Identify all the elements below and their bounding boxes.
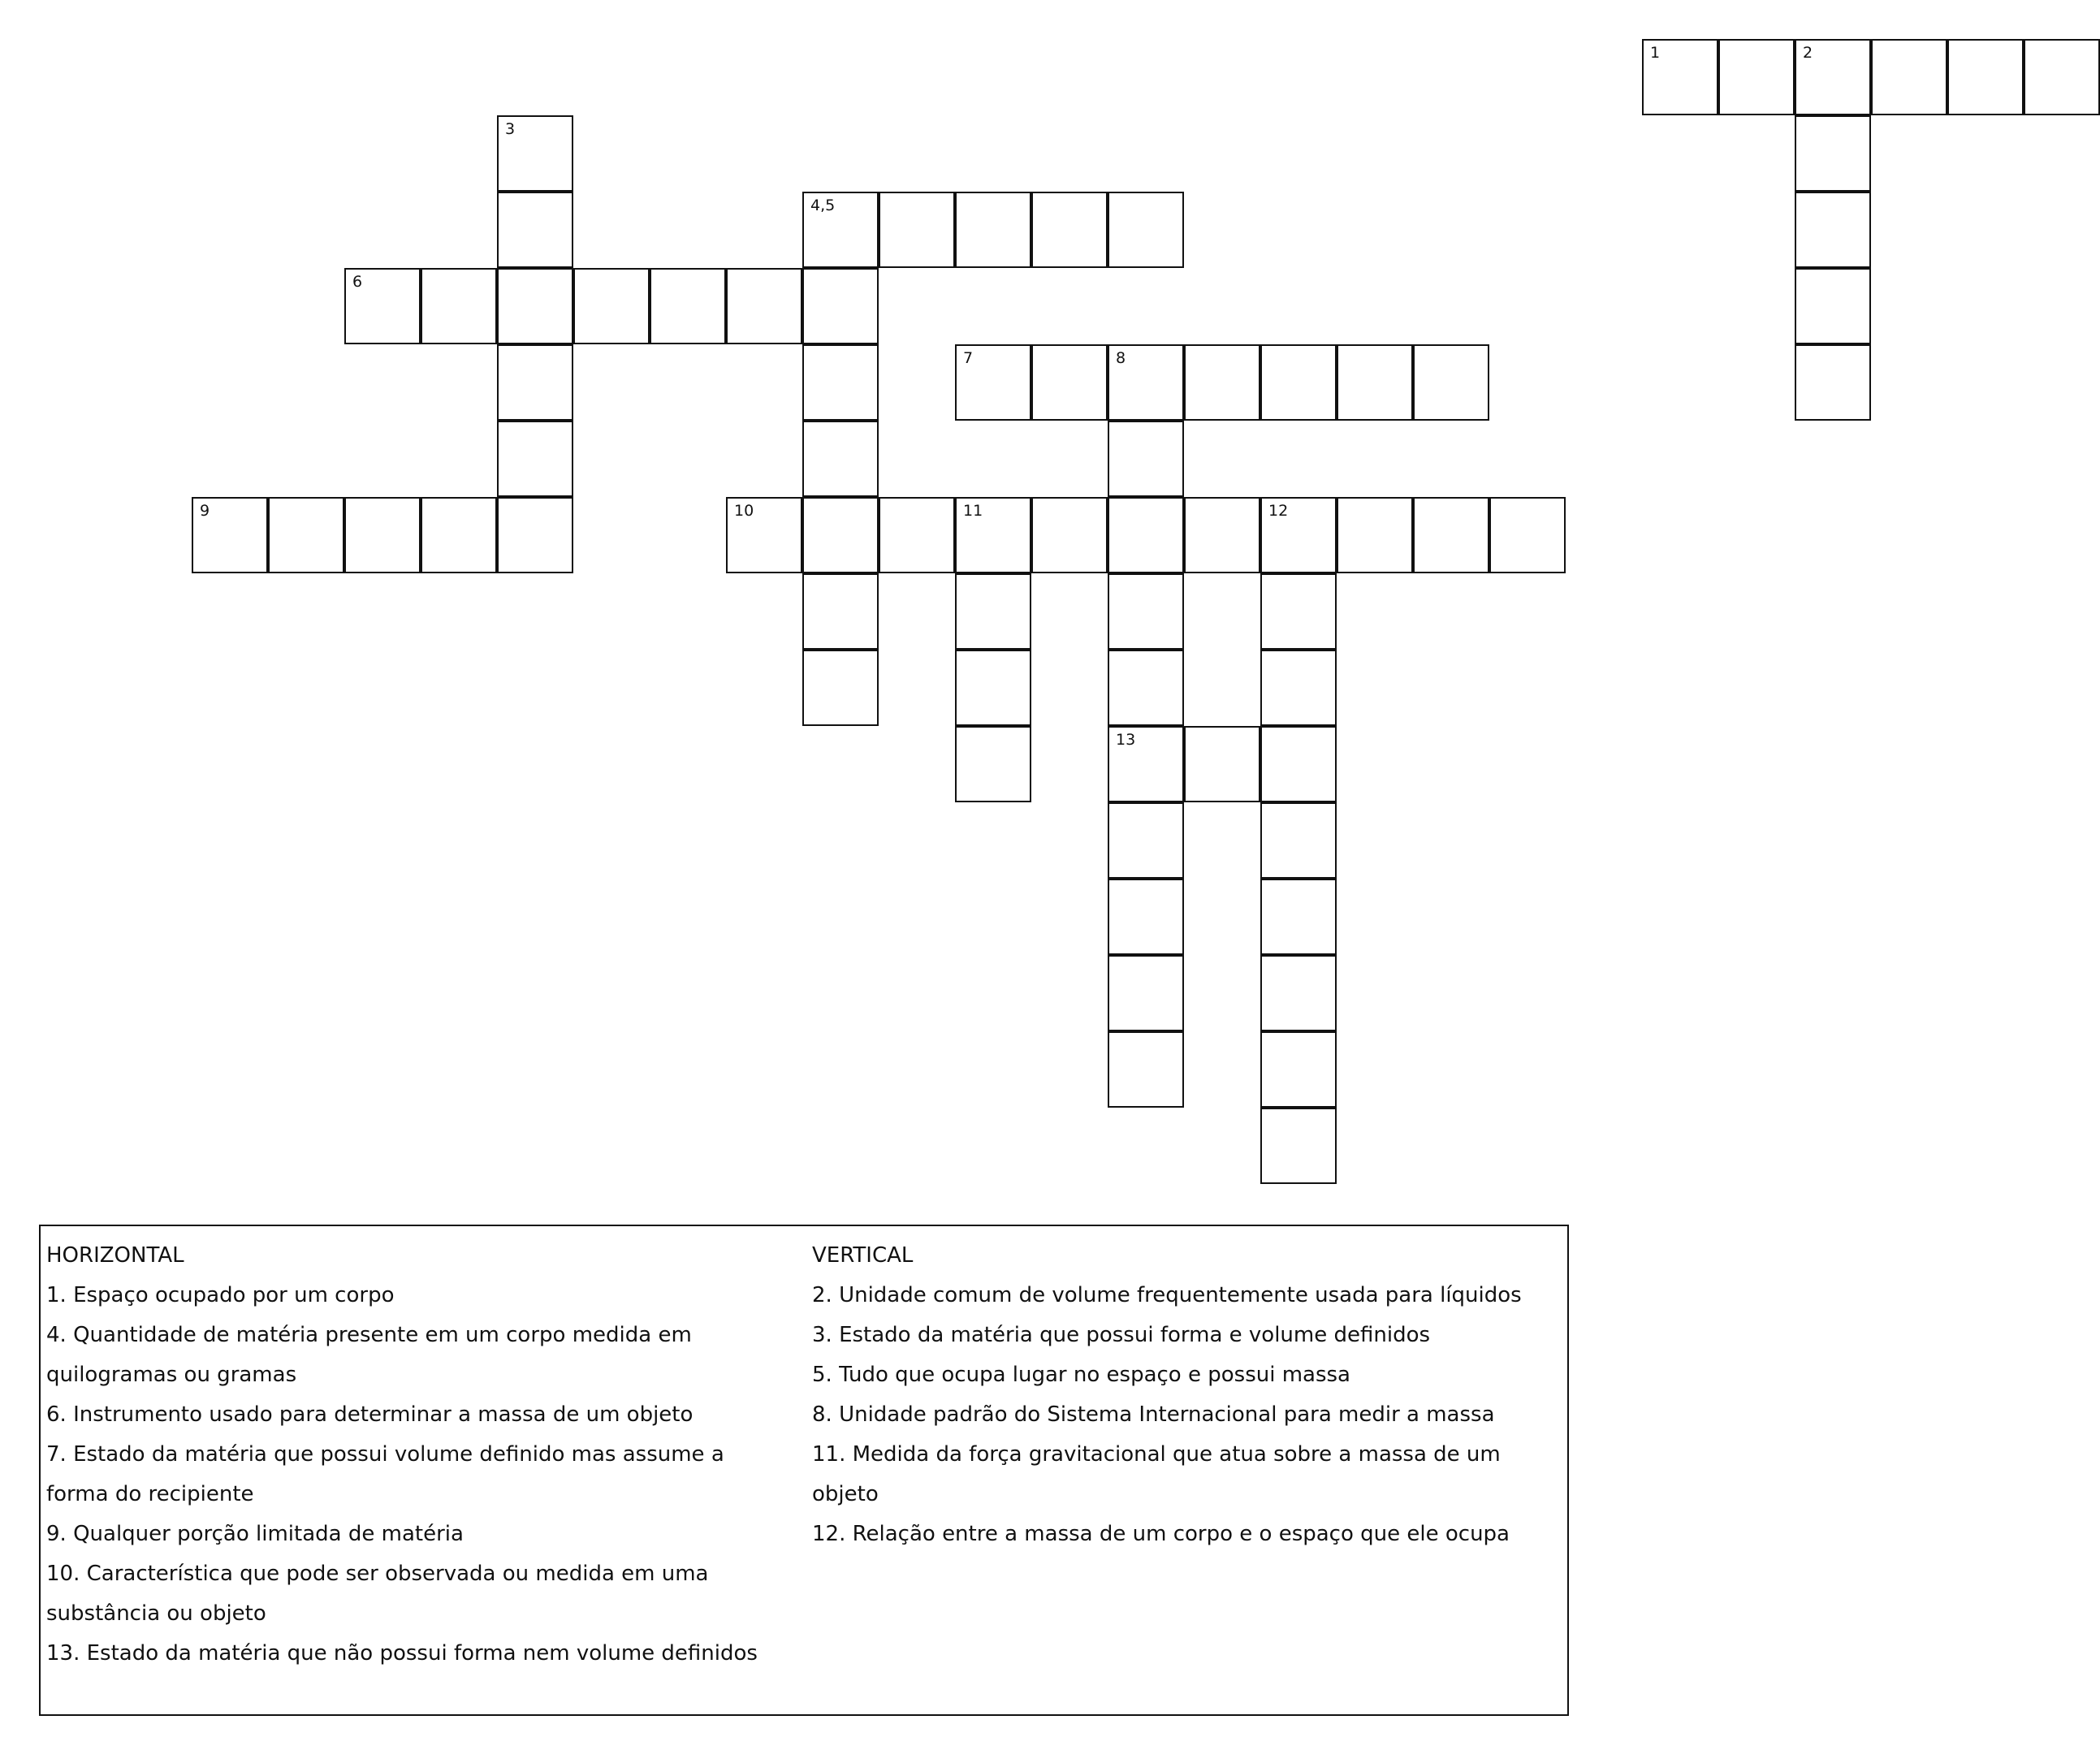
clue-number: 13 — [1116, 731, 1136, 749]
clue-number: 7 — [963, 349, 974, 367]
crossword-cell[interactable] — [268, 497, 344, 573]
clue-h10: 10. Característica que pode ser observada ou medida em uma substância ou objeto — [46, 1562, 709, 1626]
crossword-cell[interactable] — [802, 192, 879, 268]
crossword-cell[interactable] — [1108, 344, 1184, 421]
crossword-cell[interactable] — [1260, 955, 1337, 1031]
horizontal-title: HORIZONTAL — [46, 1243, 184, 1268]
crossword-cell[interactable] — [879, 497, 955, 573]
crossword-cell[interactable] — [650, 268, 726, 344]
crossword-cell[interactable] — [1489, 497, 1566, 573]
crossword-cell[interactable] — [1260, 344, 1337, 421]
crossword-cell[interactable] — [1795, 268, 1871, 344]
crossword-cell[interactable] — [955, 192, 1031, 268]
clue-v5: 5. Tudo que ocupa lugar no espaço e possui massa — [812, 1363, 1350, 1387]
clue-h1: 1. Espaço ocupado por um corpo — [46, 1283, 395, 1307]
crossword-cell[interactable] — [1108, 497, 1184, 573]
clue-v8: 8. Unidade padrão do Sistema Internacional para medir a massa — [812, 1402, 1495, 1427]
crossword-cell[interactable] — [344, 497, 421, 573]
crossword-cell[interactable] — [1108, 421, 1184, 497]
crossword-cell[interactable] — [1108, 802, 1184, 879]
crossword-cell[interactable] — [802, 421, 879, 497]
crossword-cell[interactable] — [1108, 726, 1184, 802]
crossword-cell[interactable] — [1184, 726, 1260, 802]
crossword-cell[interactable] — [421, 497, 497, 573]
crossword-cell[interactable] — [1795, 192, 1871, 268]
clue-v2: 2. Unidade comum de volume frequentemente usada para líquidos — [812, 1283, 1522, 1307]
crossword-cell[interactable] — [1108, 955, 1184, 1031]
crossword-cell[interactable] — [1108, 192, 1184, 268]
crossword-cell[interactable] — [497, 344, 573, 421]
crossword-cell[interactable] — [802, 650, 879, 726]
crossword-cell[interactable] — [1795, 344, 1871, 421]
vertical-clues — [812, 1236, 1543, 1554]
crossword-cell[interactable] — [802, 573, 879, 650]
crossword-cell[interactable] — [955, 344, 1031, 421]
crossword-cell[interactable] — [955, 497, 1031, 573]
clue-number: 3 — [505, 120, 516, 138]
vertical-title: VERTICAL — [812, 1243, 914, 1268]
clue-h9: 9. Qualquer porção limitada de matéria — [46, 1522, 464, 1546]
crossword-cell[interactable] — [1795, 115, 1871, 192]
clue-number: 12 — [1268, 502, 1289, 520]
crossword-cell[interactable] — [573, 268, 650, 344]
crossword-cell[interactable] — [1108, 1031, 1184, 1108]
clue-number: 4,5 — [810, 197, 836, 214]
crossword-cell[interactable] — [1871, 39, 1947, 115]
crossword-cell[interactable] — [1413, 344, 1489, 421]
crossword-cell[interactable] — [726, 268, 802, 344]
crossword-cell[interactable] — [1031, 192, 1108, 268]
crossword-cell[interactable] — [497, 497, 573, 573]
crossword-cell[interactable] — [1260, 1031, 1337, 1108]
crossword-cell[interactable] — [1642, 39, 1718, 115]
clue-h6: 6. Instrumento usado para determinar a massa de um objeto — [46, 1402, 694, 1427]
crossword-cell[interactable] — [1108, 573, 1184, 650]
clue-number: 6 — [352, 273, 363, 291]
crossword-cell[interactable] — [955, 726, 1031, 802]
crossword-cell[interactable] — [421, 268, 497, 344]
clue-number: 8 — [1116, 349, 1126, 367]
crossword-cell[interactable] — [955, 573, 1031, 650]
crossword-cell[interactable] — [1031, 497, 1108, 573]
crossword-cell[interactable] — [1260, 573, 1337, 650]
crossword-cell[interactable] — [1260, 1108, 1337, 1184]
crossword-cell[interactable] — [192, 497, 268, 573]
crossword-cell[interactable] — [2024, 39, 2100, 115]
clue-v3: 3. Estado da matéria que possui forma e volume definidos — [812, 1323, 1431, 1347]
clue-h7: 7. Estado da matéria que possui volume definido mas assume a forma do recipiente — [46, 1442, 724, 1506]
clue-number: 9 — [200, 502, 210, 520]
clue-h4: 4. Quantidade de matéria presente em um corpo medida em quilogramas ou gramas — [46, 1323, 692, 1387]
crossword-cell[interactable] — [1108, 650, 1184, 726]
crossword-cell[interactable] — [1260, 650, 1337, 726]
crossword-cell[interactable] — [1184, 344, 1260, 421]
crossword-cell[interactable] — [1260, 726, 1337, 802]
crossword-cell[interactable] — [1260, 879, 1337, 955]
crossword-cell[interactable] — [955, 650, 1031, 726]
crossword-cell[interactable] — [497, 421, 573, 497]
clue-number: 1 — [1650, 44, 1661, 62]
clue-v12: 12. Relação entre a massa de um corpo e o espaço que ele ocupa — [812, 1522, 1510, 1546]
clue-number: 2 — [1803, 44, 1813, 62]
crossword-cell[interactable] — [497, 268, 573, 344]
crossword-cell[interactable] — [802, 497, 879, 573]
crossword-cell[interactable] — [726, 497, 802, 573]
crossword-cell[interactable] — [1108, 879, 1184, 955]
crossword-cell[interactable] — [1260, 497, 1337, 573]
crossword-cell[interactable] — [497, 192, 573, 268]
clue-v11: 11. Medida da força gravitacional que atua sobre a massa de um objeto — [812, 1442, 1501, 1506]
clues-box — [39, 1225, 1569, 1716]
crossword-cell[interactable] — [1337, 497, 1413, 573]
crossword-cell[interactable] — [1184, 497, 1260, 573]
crossword-cell[interactable] — [1795, 39, 1871, 115]
clue-number: 11 — [963, 502, 983, 520]
crossword-cell[interactable] — [344, 268, 421, 344]
crossword-cell[interactable] — [802, 268, 879, 344]
clue-h13: 13. Estado da matéria que não possui forma nem volume definidos — [46, 1641, 758, 1666]
crossword-cell[interactable] — [497, 115, 573, 192]
crossword-cell[interactable] — [1337, 344, 1413, 421]
crossword-cell[interactable] — [1718, 39, 1795, 115]
crossword-cell[interactable] — [879, 192, 955, 268]
clue-number: 10 — [734, 502, 754, 520]
crossword-cell[interactable] — [1031, 344, 1108, 421]
crossword-cell[interactable] — [802, 344, 879, 421]
crossword-cell[interactable] — [1413, 497, 1489, 573]
horizontal-clues — [46, 1236, 777, 1674]
crossword-cell[interactable] — [1260, 802, 1337, 879]
crossword-cell[interactable] — [1947, 39, 2024, 115]
